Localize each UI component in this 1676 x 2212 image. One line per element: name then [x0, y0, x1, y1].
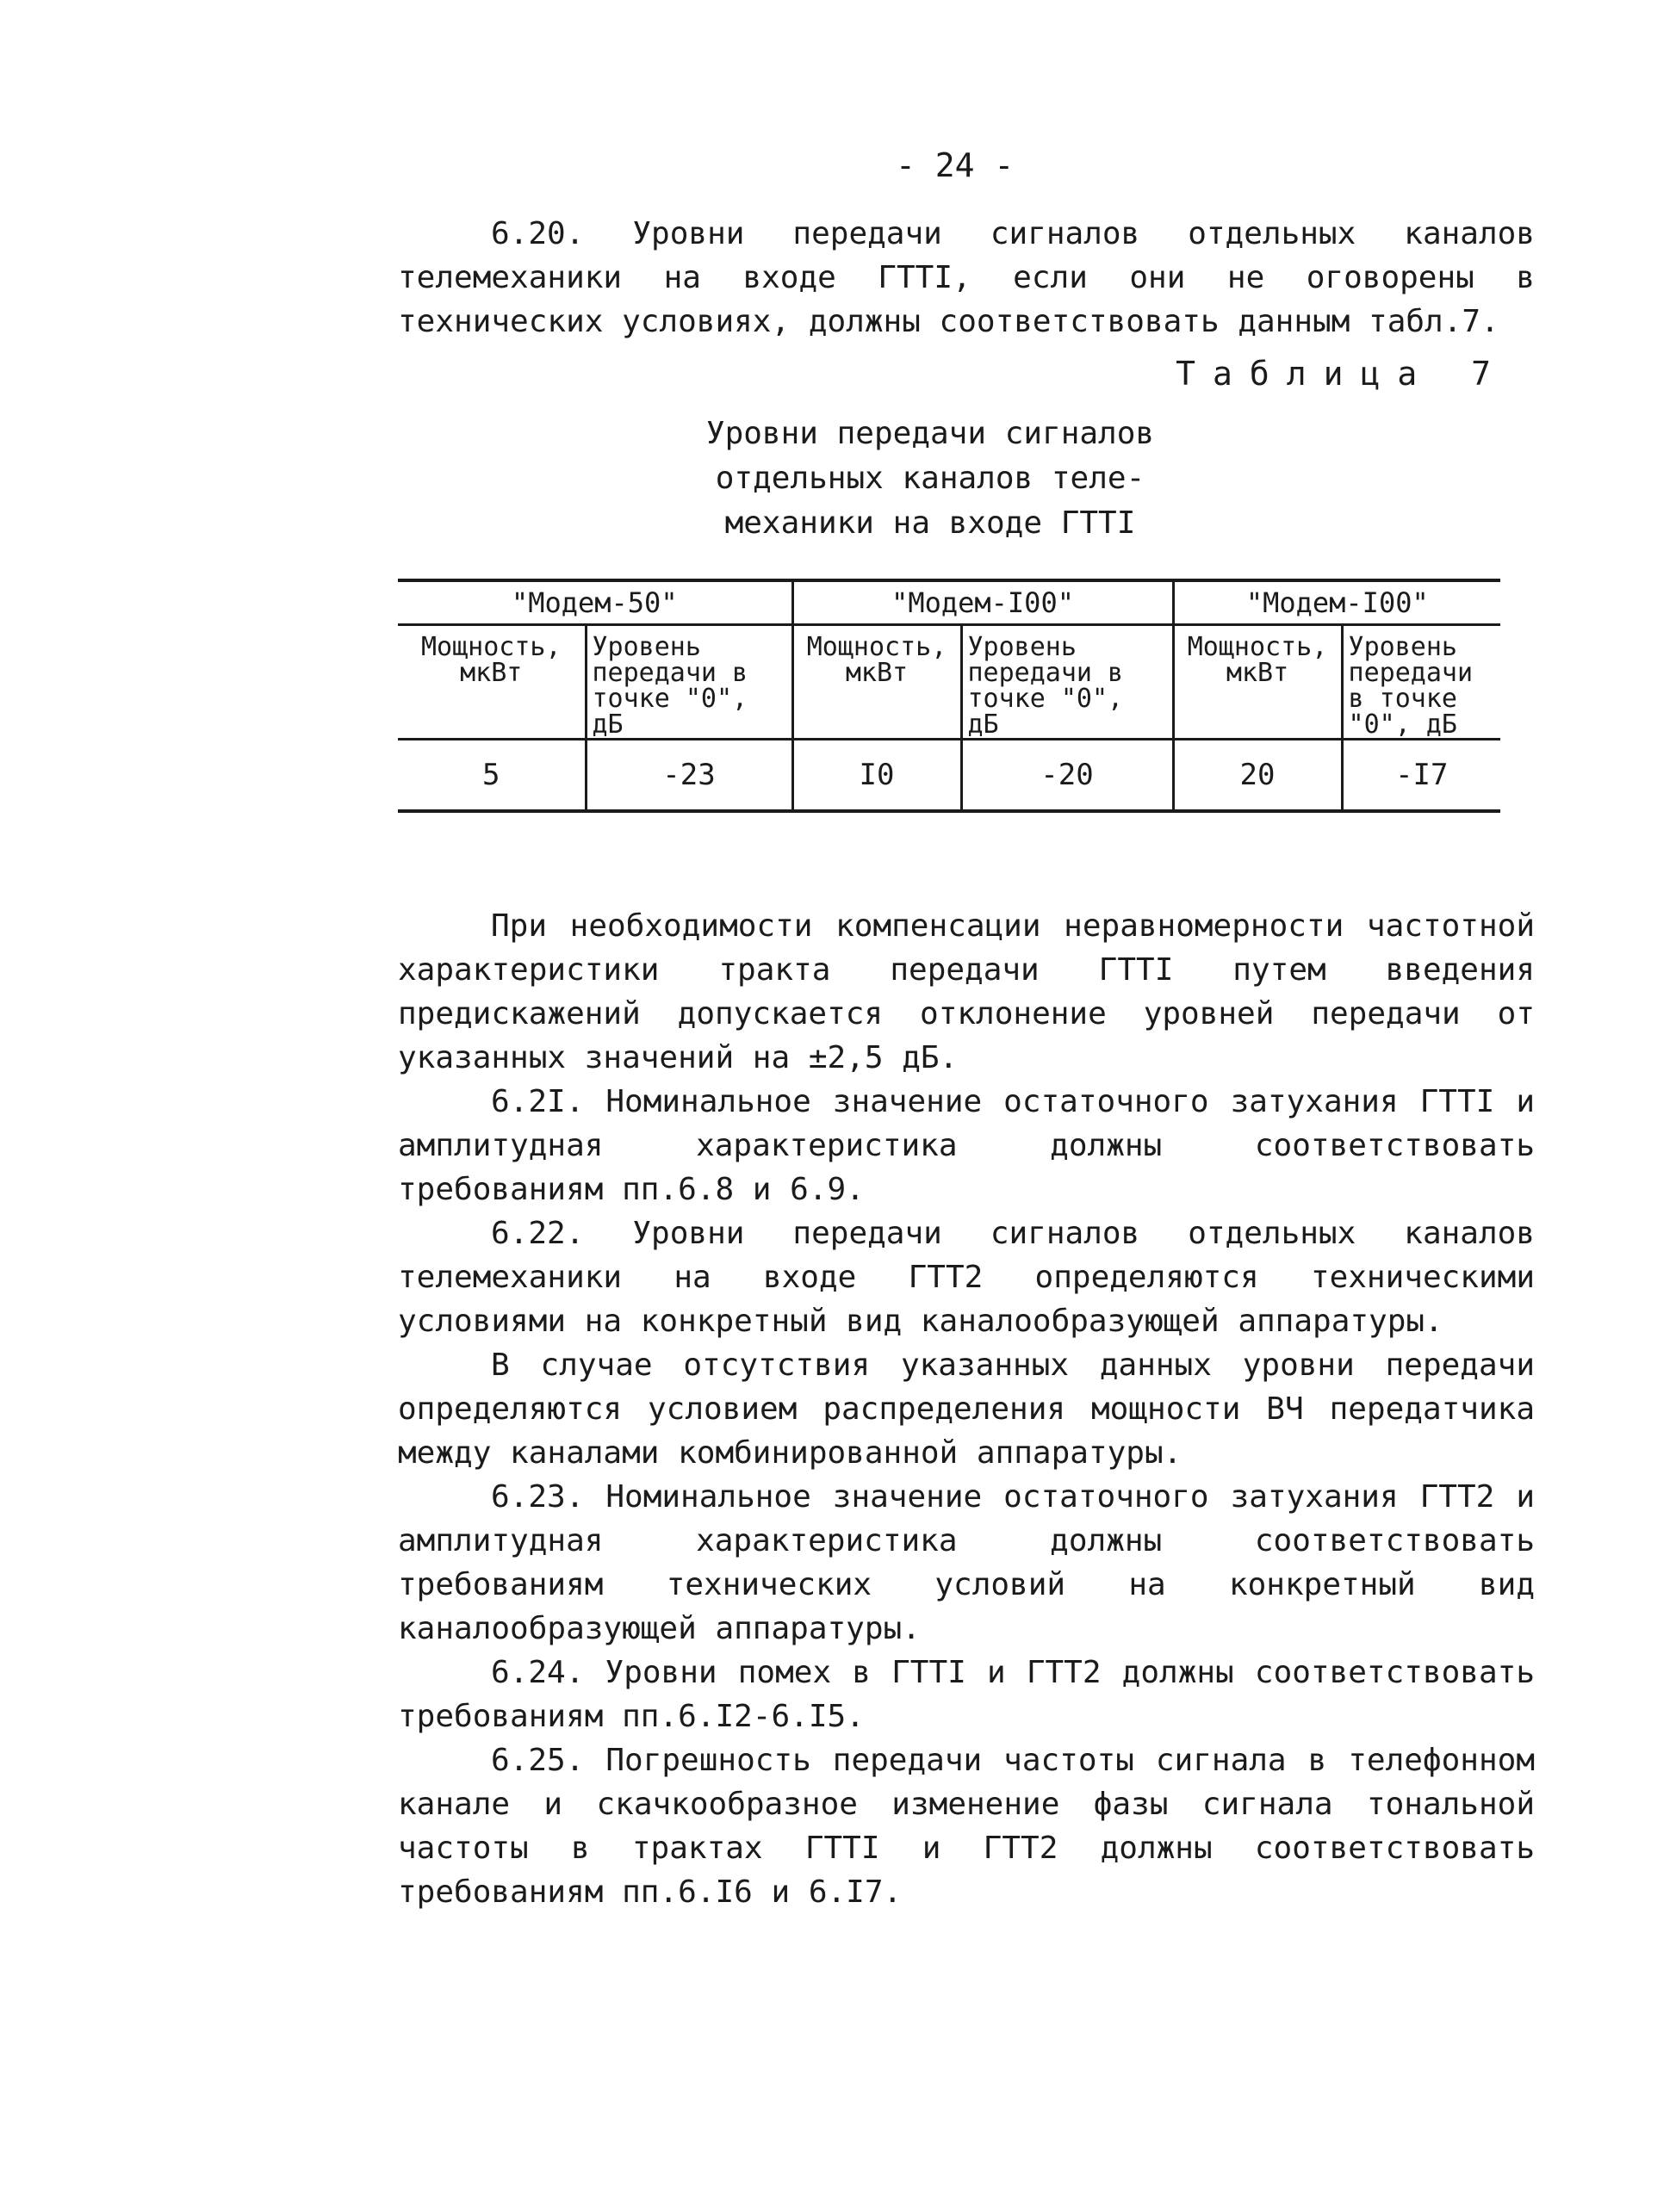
table-cell: -23 [586, 740, 792, 812]
table-cell: 20 [1173, 740, 1342, 812]
table-title-line: Уровни передачи сигналов [705, 416, 1155, 451]
paragraph-6-25: 6.25. Погрешность передачи частоты сигнала в телефонном канале и скачкообразное изменение фазы сигнала тональной частоты в трактах ГТТI и ГТТ2 должны соответствовать требованиям пп.6.I6 и 6.I7. [398, 1743, 1535, 1910]
group-header-modem-100: "Модем-I00" [792, 580, 1173, 625]
paragraph-compensation: При необходимости компенсации неравномерности частотной характеристики тракта передачи ГТТI путем введения предискажений допускается отклонение уровней передачи от указанных значений на ±2,5 дБ. [398, 908, 1535, 1075]
paragraph-6-24: 6.24. Уровни помех в ГТТI и ГТТ2 должны соответствовать требованиям пп.6.I2-6.I5. [398, 1655, 1535, 1734]
column-header-power: Мощность, мкВт [398, 625, 586, 740]
intro-section [398, 212, 1535, 344]
paragraph-absence-of-data: В случае отсутствия указанных данных уровни передачи определяются условием распределения мощности ВЧ передатчика между каналами комбинированной аппаратуры. [398, 1348, 1535, 1471]
column-header-level: Уровень передачи в точке "0", дБ [1342, 625, 1500, 740]
table-cell: -I7 [1342, 740, 1500, 812]
table-title-line: механики на входе ГТТI [724, 505, 1136, 541]
table-cell: -20 [961, 740, 1173, 812]
transmission-levels-table [398, 579, 1500, 813]
group-header-modem-50: "Модем-50" [398, 580, 792, 625]
page-number: - 24 - [896, 146, 1015, 184]
paragraph-6-22: 6.22. Уровни передачи сигналов отдельных каналов телемеханики на входе ГТТ2 определяются техническими условиями на конкретный вид каналообразующей аппаратуры. [398, 1216, 1535, 1339]
column-header-power: Мощность, мкВт [1173, 625, 1342, 740]
group-header-modem-100-second: "Модем-I00" [1173, 580, 1500, 625]
column-header-level: Уровень передачи в точке "0", дБ [586, 625, 792, 740]
paragraph-6-21: 6.2I. Номинальное значение остаточного затухания ГТТI и амплитудная характеристика должны соответствовать требованиям пп.6.8 и 6.9. [398, 1084, 1535, 1207]
table-title [689, 412, 1171, 546]
column-header-power: Мощность, мкВт [792, 625, 961, 740]
table-title-line: отдельных каналов теле- [715, 461, 1145, 496]
column-header-level: Уровень передачи в точке "0", дБ [961, 625, 1173, 740]
paragraph-6-23: 6.23. Номинальное значение остаточного затухания ГТТ2 и амплитудная характеристика должны соответствовать требованиям технических условий на конкретный вид каналообразующей аппаратуры. [398, 1479, 1535, 1646]
table-cell: I0 [792, 740, 961, 812]
table-column-header-row [398, 625, 1500, 740]
table-label: Таблица 7 [1176, 355, 1508, 393]
table-cell: 5 [482, 758, 500, 792]
paragraph-6-20: 6.20. Уровни передачи сигналов отдельных каналов телемеханики на входе ГТТI, если они не оговорены в технических условиях, должны соответствовать данным табл.7. [398, 216, 1535, 339]
table-row [398, 740, 1500, 812]
table-group-header-row [398, 580, 1500, 625]
body-text [398, 904, 1535, 1914]
